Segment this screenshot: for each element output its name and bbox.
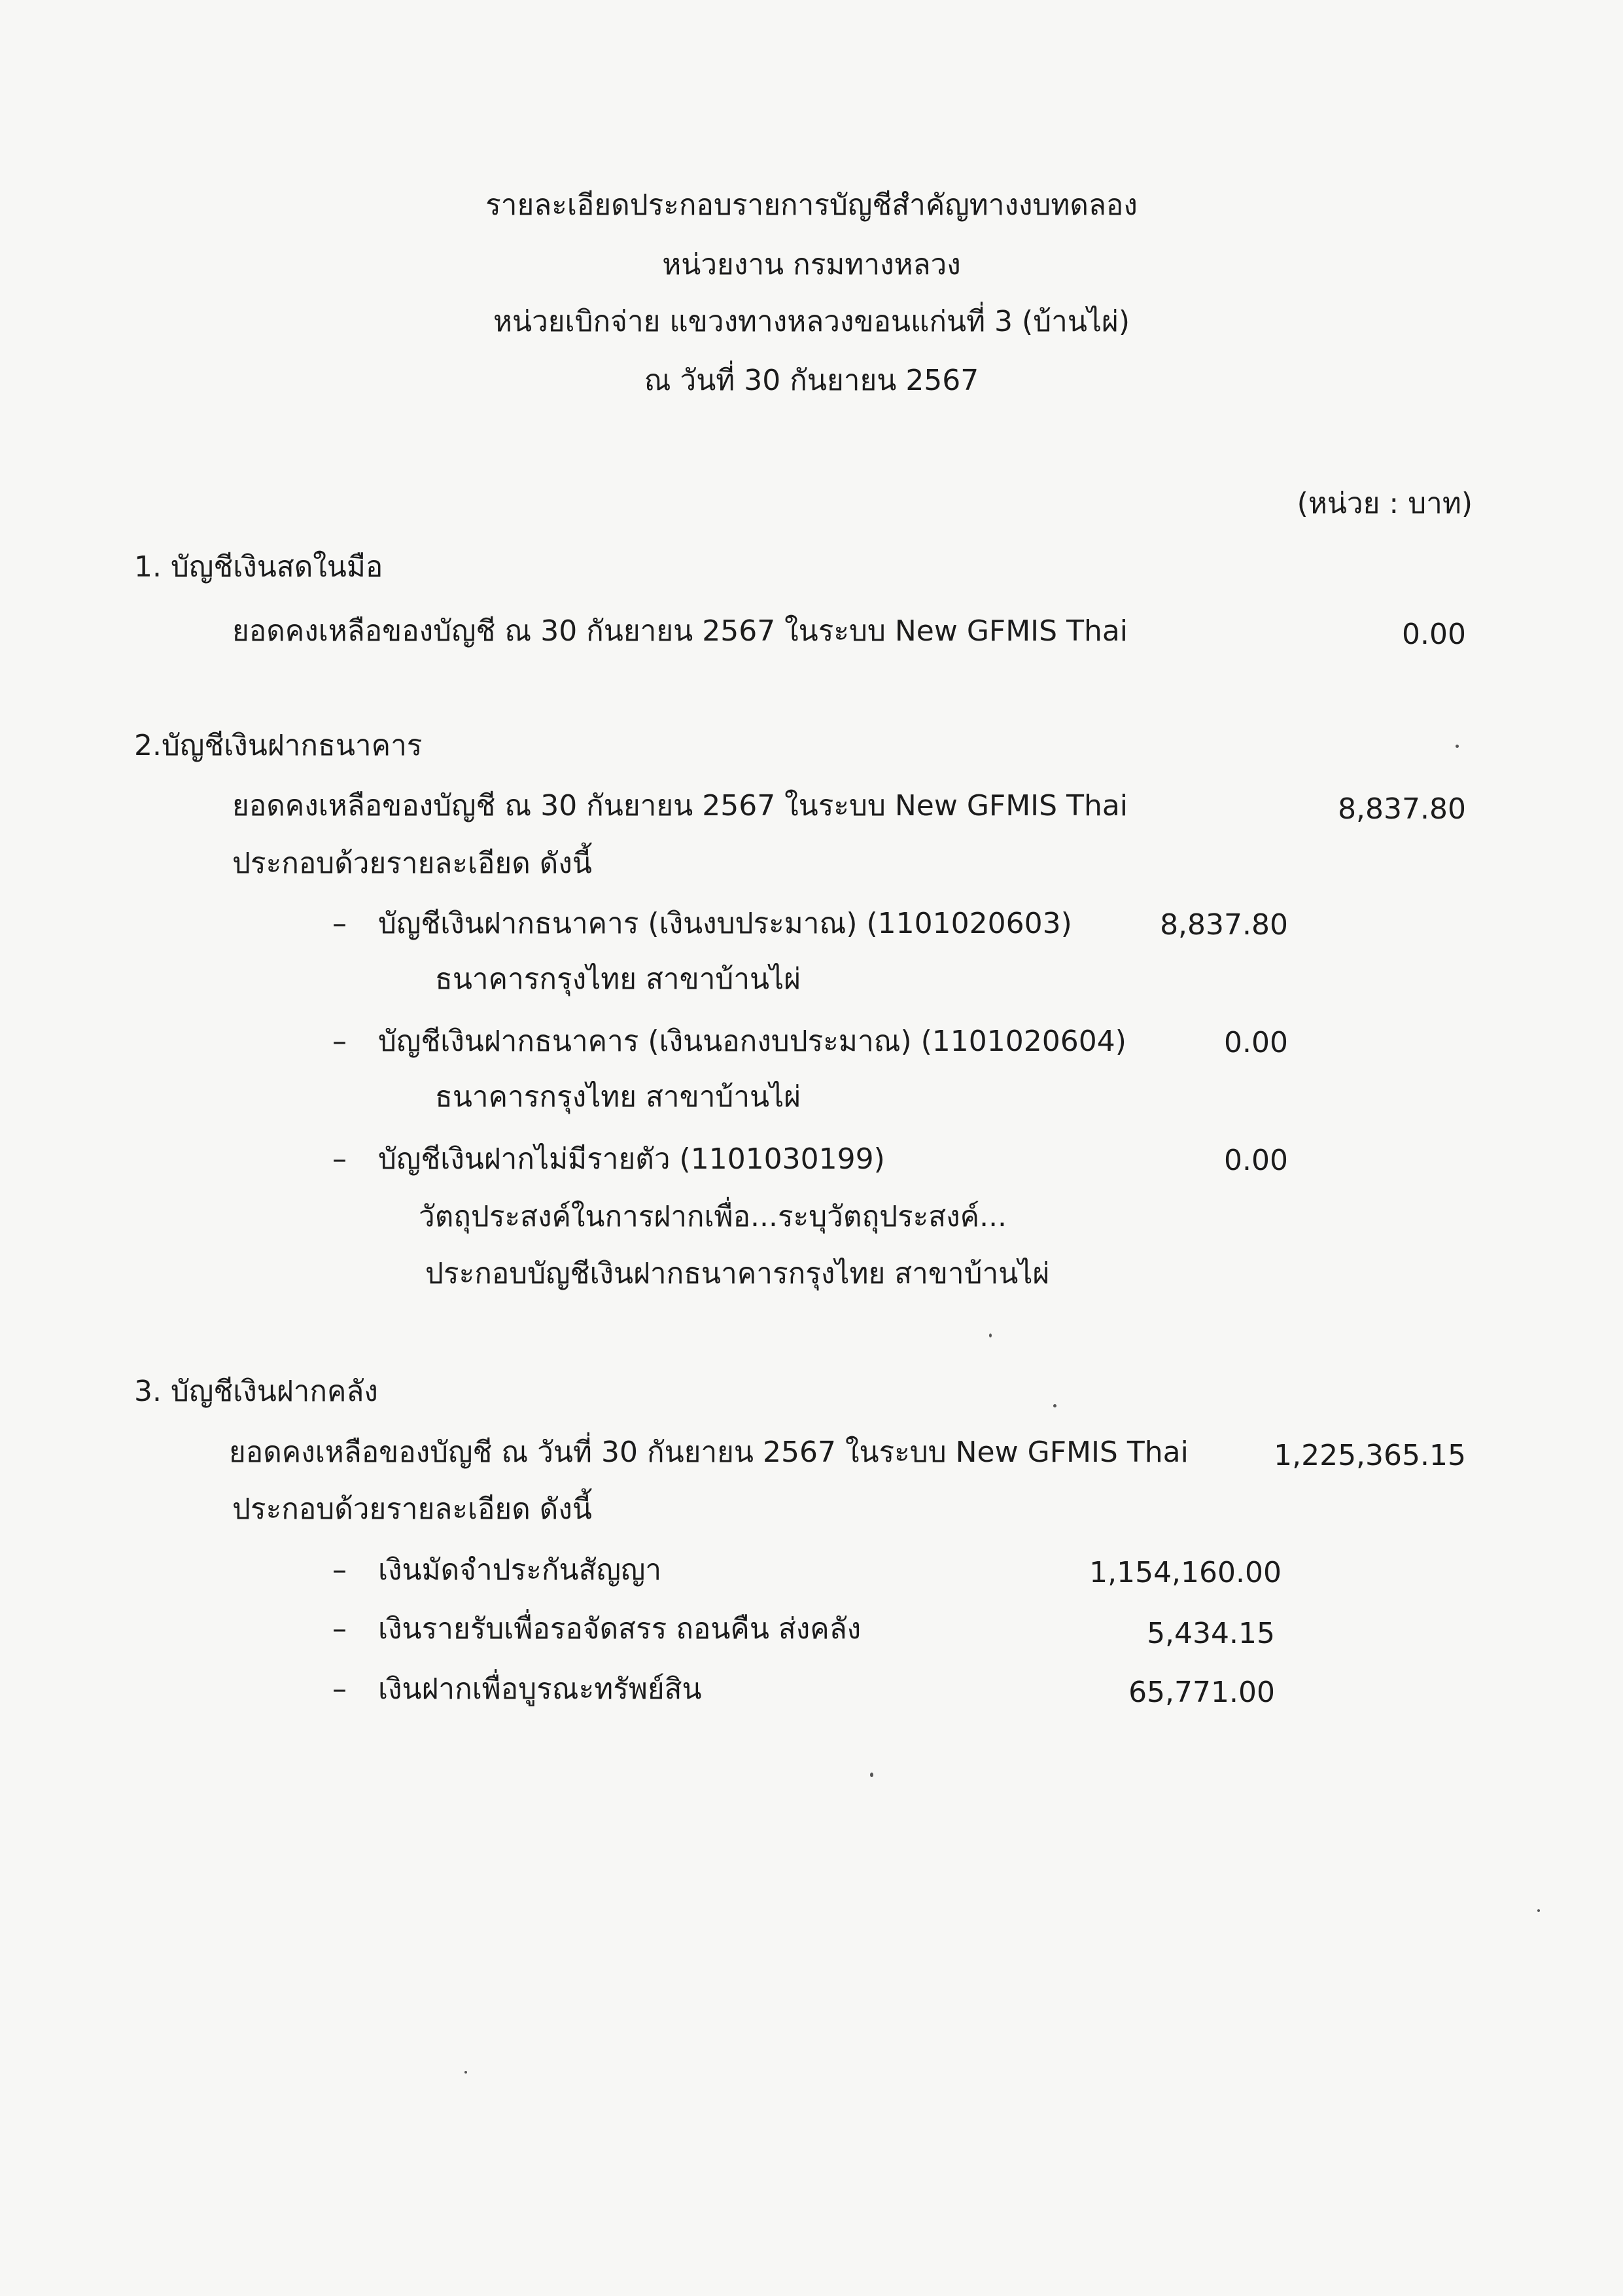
- section2-detail-intro: ประกอบด้วยรายละเอียด ดังนี้: [232, 847, 592, 880]
- scan-speck: [989, 1333, 992, 1337]
- section3-item1-dash: –: [332, 1553, 347, 1587]
- section3-heading: 3. บัญชีเงินฝากคลัง: [134, 1375, 378, 1408]
- section2-heading: 2.บัญชีเงินฝากธนาคาร: [134, 729, 423, 762]
- section2-item3-dash: –: [332, 1142, 347, 1176]
- section2-item2-dash: –: [332, 1025, 347, 1058]
- section3-item3-value: 65,771.00: [1128, 1676, 1275, 1709]
- section3-item1-label: เงินมัดจำประกันสัญญา: [378, 1553, 662, 1587]
- section3-balance-label: ยอดคงเหลือของบัญชี ณ วันที่ 30 กันยายน 2567 ในระบบ New GFMIS Thai: [229, 1436, 1189, 1469]
- section2-balance-label: ยอดคงเหลือของบัญชี ณ 30 กันยายน 2567 ในระบบ New GFMIS Thai: [232, 789, 1128, 822]
- section3-balance-value: 1,225,365.15: [1274, 1439, 1466, 1472]
- section3-item3-label: เงินฝากเพื่อบูรณะทรัพย์สิน: [378, 1672, 702, 1706]
- section1-balance-value: 0.00: [1402, 618, 1466, 651]
- scan-speck: [464, 2071, 467, 2074]
- unit-label: (หน่วย : บาท): [1297, 487, 1473, 520]
- section3-item1-value: 1,154,160.00: [1089, 1556, 1282, 1589]
- section2-item2-bank: ธนาคารกรุงไทย สาขาบ้านไผ่: [435, 1080, 801, 1114]
- section3-item2-value: 5,434.15: [1147, 1617, 1275, 1650]
- section2-item3-value: 0.00: [1224, 1144, 1288, 1177]
- section3-item2-label: เงินรายรับเพื่อรอจัดสรร ถอนคืน ส่งคลัง: [378, 1612, 862, 1646]
- scan-speck: [1456, 745, 1459, 748]
- section2-item2-value: 0.00: [1224, 1026, 1288, 1059]
- section3-item3-dash: –: [332, 1672, 347, 1706]
- scan-speck: [870, 1773, 873, 1777]
- section2-item1-label: บัญชีเงินฝากธนาคาร (เงินงบประมาณ) (1101020603): [378, 907, 1072, 940]
- report-date: ณ วันที่ 30 กันยายน 2567: [644, 364, 979, 397]
- scan-speck: [1537, 1909, 1540, 1912]
- scan-speck: [1053, 1404, 1056, 1407]
- report-disbursement-unit: หน่วยเบิกจ่าย แขวงทางหลวงขอนแก่นที่ 3 (บ้านไผ่): [493, 305, 1130, 338]
- section2-balance-value: 8,837.80: [1338, 792, 1466, 826]
- section2-item1-bank: ธนาคารกรุงไทย สาขาบ้านไผ่: [435, 963, 801, 996]
- section3-detail-intro: ประกอบด้วยรายละเอียด ดังนี้: [232, 1492, 592, 1526]
- section2-item3-label: บัญชีเงินฝากไม่มีรายตัว (1101030199): [378, 1142, 885, 1176]
- report-title: รายละเอียดประกอบรายการบัญชีสำคัญทางงบทดลอง: [485, 188, 1138, 222]
- section2-item1-value: 8,837.80: [1160, 908, 1288, 942]
- report-agency: หน่วยงาน กรมทางหลวง: [662, 248, 961, 281]
- section2-item2-label: บัญชีเงินฝากธนาคาร (เงินนอกงบประมาณ) (1101020604): [378, 1025, 1126, 1058]
- section2-item3-purpose: วัตถุประสงค์ในการฝากเพื่อ...ระบุวัตถุประสงค์...: [419, 1200, 1007, 1233]
- section2-item3-bank: ประกอบบัญชีเงินฝากธนาคารกรุงไทย สาขาบ้านไผ่: [425, 1257, 1050, 1290]
- section1-balance-label: ยอดคงเหลือของบัญชี ณ 30 กันยายน 2567 ในระบบ New GFMIS Thai: [232, 614, 1128, 648]
- section2-item1-dash: –: [332, 907, 347, 940]
- section3-item2-dash: –: [332, 1612, 347, 1646]
- section1-heading: 1. บัญชีเงินสดในมือ: [134, 550, 383, 584]
